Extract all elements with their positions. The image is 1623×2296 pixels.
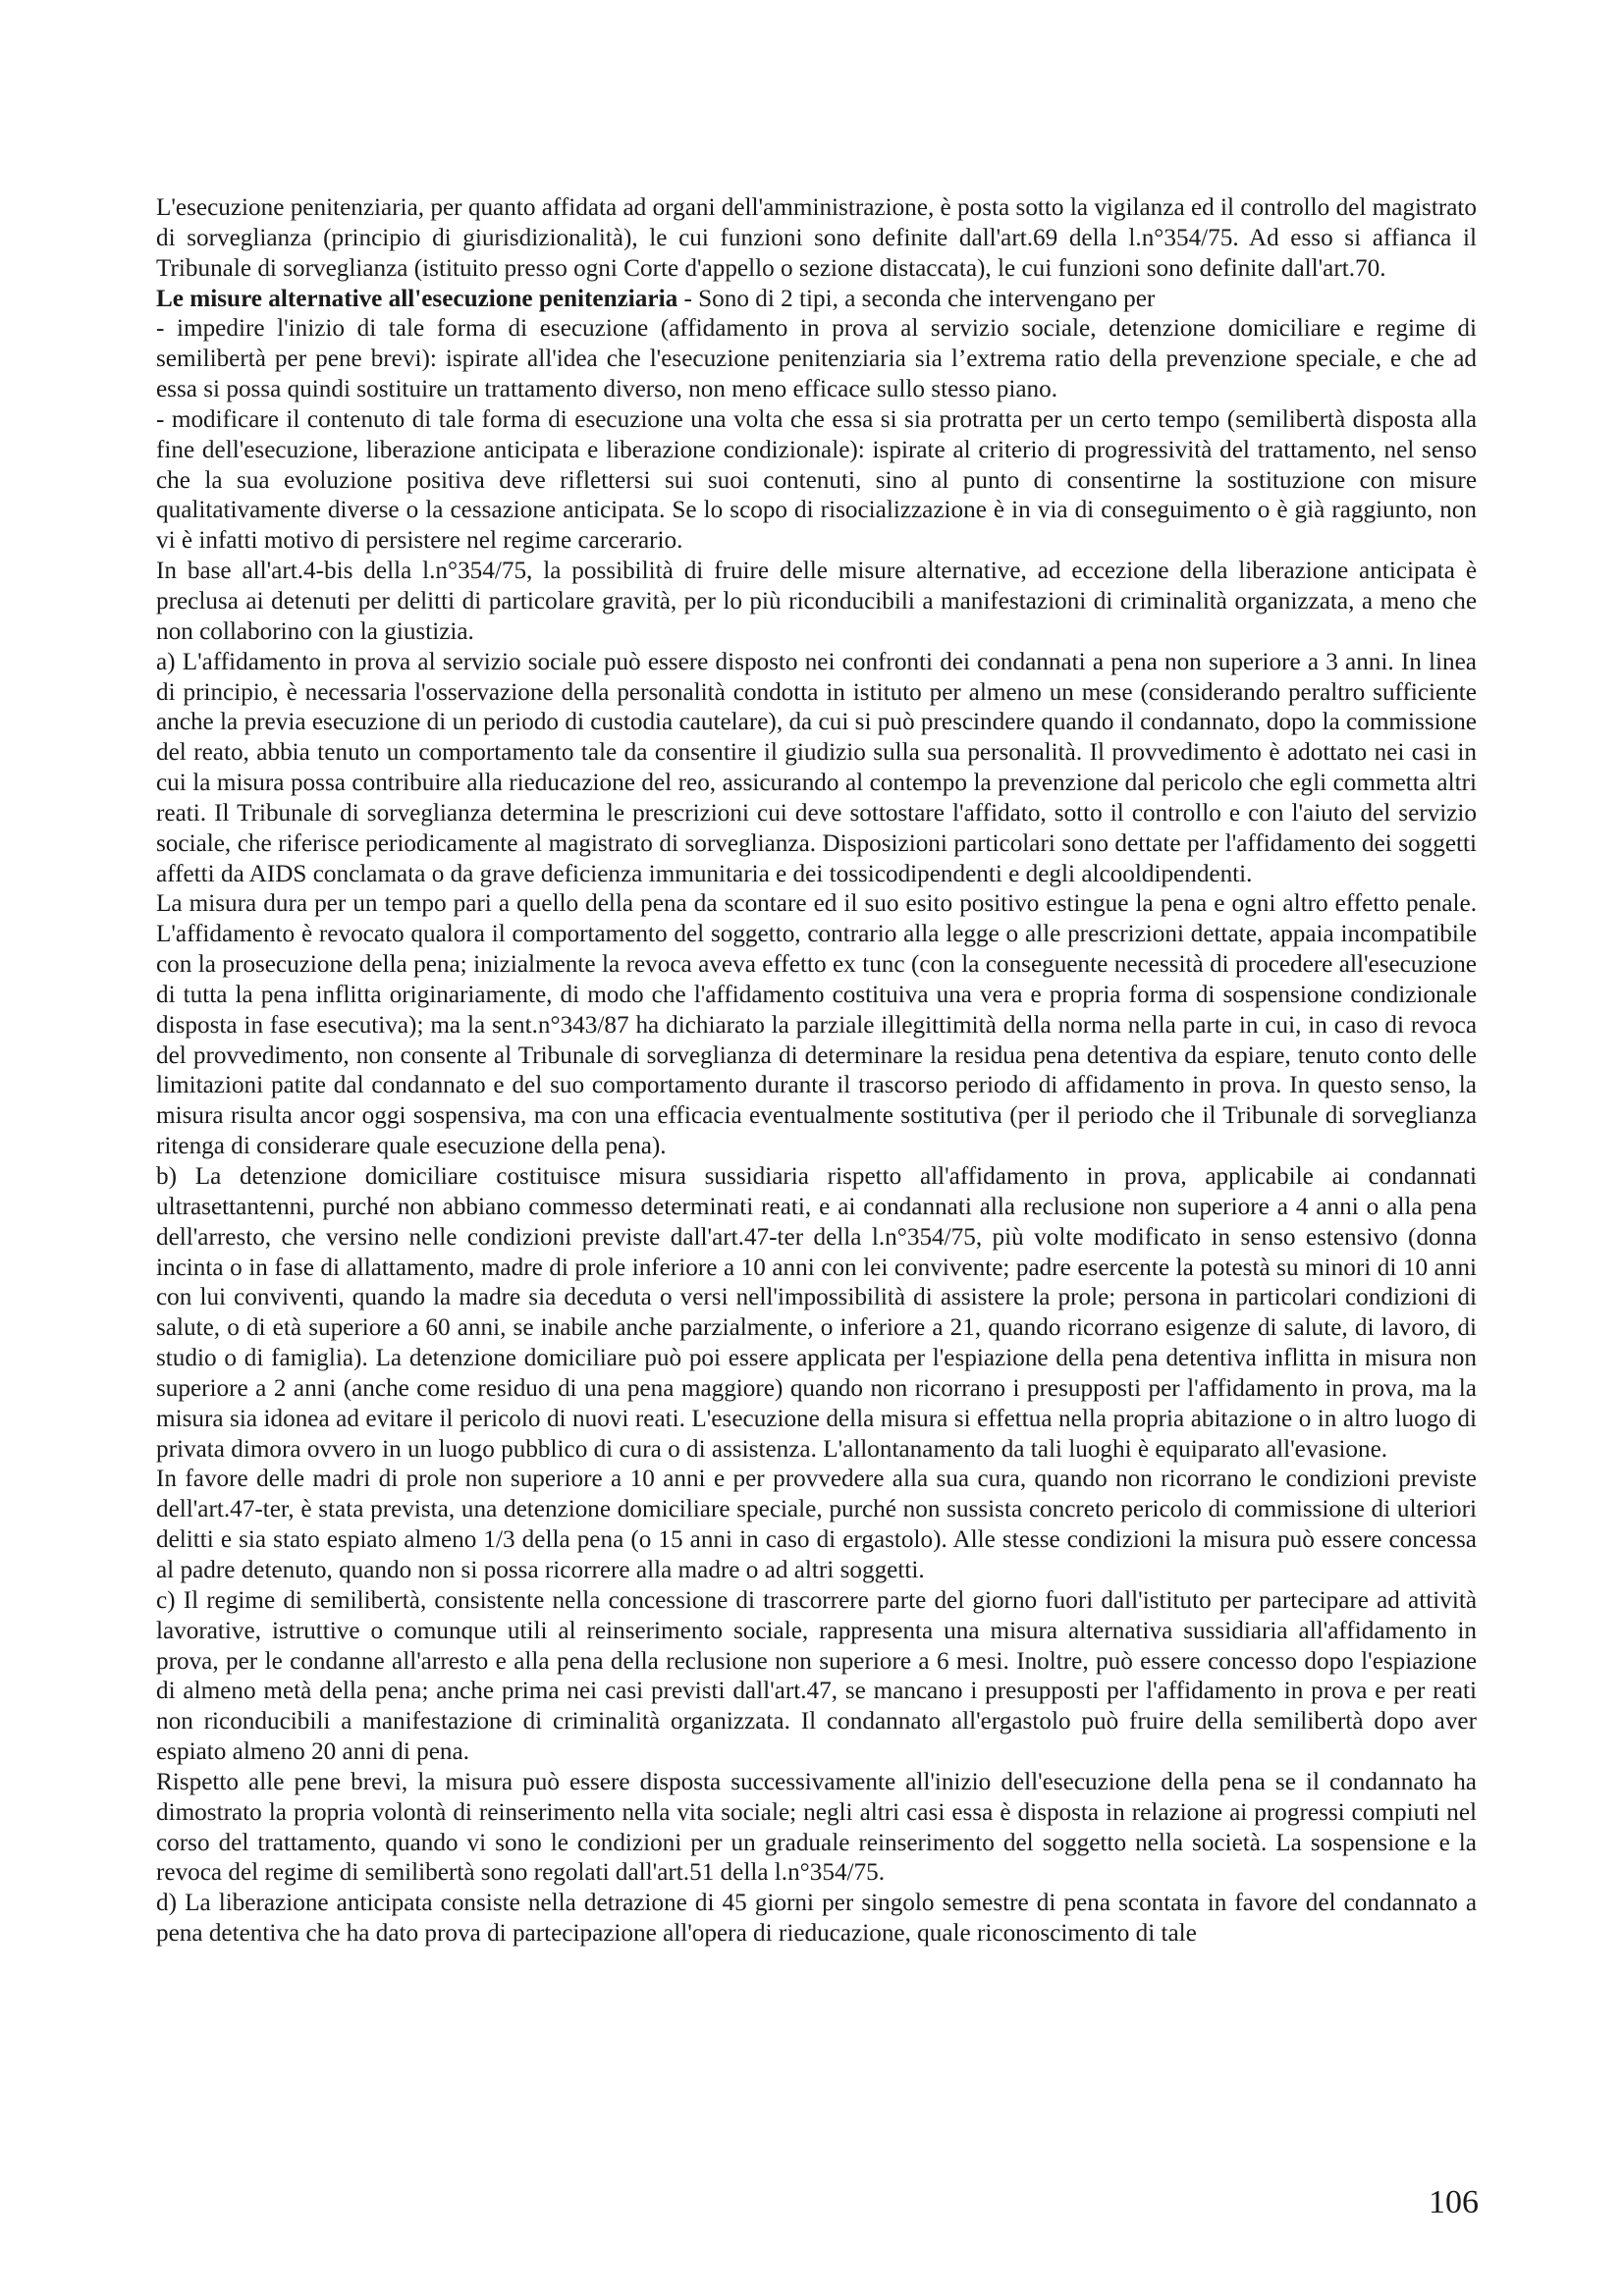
paragraph-art-4-bis: In base all'art.4-bis della l.n°354/75, la possibilità di fruire delle misure alternative, ad eccezione della liberazione anticipata è preclusa ai detenuti per delitti di particolare gravità, per lo più riconducibili a manifestazioni di criminalità organizzata, a meno che non collaborino con la giustizia.: [156, 558, 1477, 645]
paragraph-modificare: - modificare il contenuto di tale forma di esecuzione una volta che essa si sia protratta per un certo tempo (semilibertà disposta alla fine dell'esecuzione, liberazione anticipata e liberazione condizionale): ispirate al criterio di progressività del trattamento, nel senso che la sua evoluzione positiva deve riflettersi sui suoi contenuti, sino al punto di consentirne la sostituzione con misure qualitativamente diverse o la cessazione anticipata. Se lo scopo di risocializzazione è in via di conseguimento o è già raggiunto, non vi è infatti motivo di persistere nel regime carcerario.: [156, 405, 1477, 555]
page-number: 106: [1429, 2184, 1479, 2220]
paragraph-detenzione-domiciliare: b) La detenzione domiciliare costituisce misura sussidiaria rispetto all'affidamento in prova, applicabile ai condannati ultrasettantenni, purché non abbiano commesso determinati reati, e ai condannati alla reclusione non superiore a 4 anni o alla pena dell'arresto, che versino nelle condizioni previste dall'art.47-ter della l.n°354/75, più volte modificato in senso estensivo (donna incinta o in fase di allattamento, madre di prole inferiore a 10 anni con lei convivente; padre esercente la potestà su minori di 10 anni con lui conviventi, quando la madre sia deceduta o versi nell'impossibilità di assistere la prole; persona in particolari condizioni di salute, o di età superiore a 60 anni, se inabile anche parzialmente, o inferiore a 21, quando ricorrano esigenze di salute, di lavoro, di studio o di famiglia). La detenzione domiciliare può poi essere applicata per l'espiazione della pena detentiva inflitta in misura non superiore a 2 anni (anche come residuo di una pena maggiore) quando non ricorrano i presupposti per l'affidamento in prova, ma la misura sia idonea ad evitare il pericolo di nuovi reati. L'esecuzione della misura si effettua nella propria abitazione o in altro luogo di privata dimora ovvero in un luogo pubblico di cura o di assistenza. L'allontanamento da tali luoghi è equiparato all'evasione.: [156, 1163, 1477, 1463]
section-heading-misure-alternative: [156, 285, 1477, 315]
paragraph-liberazione-anticipata: d) La liberazione anticipata consiste nella detrazione di 45 giorni per singolo semestre di pena scontata in favore del condannato a pena detentiva che ha dato prova di partecipazione all'opera di rieducazione, quale riconoscimento di tale: [156, 1890, 1477, 1948]
paragraph-madri-di-prole: In favore delle madri di prole non superiore a 10 anni e per provvedere alla sua cura, quando non ricorrano le condizioni previste dell'art.47-ter, è stata prevista, una detenzione domiciliare speciale, purché non sussista concreto pericolo di commissione di ulteriori delitti e sia stato espiato almeno 1/3 della pena (o 15 anni in caso di ergastolo). Alle stesse condizioni la misura può essere concessa al padre detenuto, quando non si possa ricorrere alla madre o ad altri soggetti.: [156, 1466, 1477, 1583]
heading-bold-text: Le misure alternative all'esecuzione penitenziaria: [156, 285, 678, 312]
paragraph-pene-brevi: Rispetto alle pene brevi, la misura può essere disposta successivamente all'inizio dell'esecuzione della pena se il condannato ha dimostrato la propria volontà di reinserimento nella vita sociale; negli altri casi essa è disposta in relazione ai progressi compiuti nel corso del trattamento, quando vi sono le condizioni per un graduale reinserimento del soggetto nella società. La sospensione e la revoca del regime di semilibertà sono regolati dall'art.51 della l.n°354/75.: [156, 1768, 1477, 1887]
page-body: [156, 193, 1477, 1949]
heading-rest-text: - Sono di 2 tipi, a seconda che intervengano per: [677, 285, 1156, 312]
paragraph-durata-misura: La misura dura per un tempo pari a quello della pena da scontare ed il suo esito positivo estingue la pena e ogni altro effetto penale. L'affidamento è revocato qualora il comportamento del soggetto, contrario alla legge o alle prescrizioni dettate, appaia incompatibile con la prosecuzione della pena; inizialmente la revoca aveva effetto ex tunc (con la conseguente necessità di procedere all'esecuzione di tutta la pena inflitta originariamente, di modo che l'affidamento costituiva una vera e propria forma di sospensione condizionale disposta in fase esecutiva); ma la sent.n°343/87 ha dichiarato la parziale illegittimità della norma nella parte in cui, in caso di revoca del provvedimento, non consente al Tribunale di sorveglianza di determinare la residua pena detentiva da espiare, tenuto conto delle limitazioni patite dal condannato e del suo comportamento durante il trascorso periodo di affidamento in prova. In questo senso, la misura risulta ancor oggi sospensiva, ma con una efficacia eventualmente sostitutiva (per il periodo che il Tribunale di sorveglianza ritenga di considerare quale esecuzione della pena).: [156, 890, 1477, 1160]
paragraph-affidamento-in-prova: a) L'affidamento in prova al servizio sociale può essere disposto nei confronti dei condannati a pena non superiore a 3 anni. In linea di principio, è necessaria l'osservazione della personalità condotta in istituto per almeno un mese (considerando peraltro sufficiente anche la previa esecuzione di un periodo di custodia cautelare), da cui si può prescindere quando il condannato, dopo la commissione del reato, abbia tenuto un comportamento tale da consentire il giudizio sulla sua personalità. Il provvedimento è adottato nei casi in cui la misura possa contribuire alla rieducazione del reo, assicurando al contempo la prevenzione dal pericolo che egli commetta altri reati. Il Tribunale di sorveglianza determina le prescrizioni cui deve sottostare l'affidato, sotto il controllo e con l'aiuto del servizio sociale, che riferisce periodicamente al magistrato di sorveglianza. Disposizioni particolari sono dettate per l'affidamento dei soggetti affetti da AIDS conclamata o da grave deficienza immunitaria e dei tossicodipendenti e degli alcooldipendenti.: [156, 648, 1477, 887]
paragraph-semiliberta: c) Il regime di semilibertà, consistente nella concessione di trascorrere parte del giorno fuori dall'istituto per partecipare ad attività lavorative, istruttive o comunque utili al reinserimento sociale, rappresenta una misura alternativa sussidiaria all'affidamento in prova, per le condanne all'arresto e alla pena della reclusione non superiore a 6 mesi. Inoltre, può essere concesso dopo l'espiazione di almeno metà della pena; anche prima nei casi previsti dall'art.47, se mancano i presupposti per l'affidamento in prova e per reati non riconducibili a manifestazione di criminalità organizzata. Il condannato all'ergastolo può fruire della semilibertà dopo aver espiato almeno 20 anni di pena.: [156, 1586, 1477, 1766]
paragraph-impedire: - impedire l'inizio di tale forma di esecuzione (affidamento in prova al servizio sociale, detenzione domiciliare e regime di semilibertà per pene brevi): ispirate all'idea che l'esecuzione penitenziaria sia l’extrema ratio della prevenzione speciale, e che ad essa si possa quindi sostituire un trattamento diverso, non meno efficace sullo stesso piano.: [156, 315, 1477, 403]
paragraph-vigilanza: L'esecuzione penitenziaria, per quanto affidata ad organi dell'amministrazione, è posta sotto la vigilanza ed il controllo del magistrato di sorveglianza (principio di giurisdizionalità), le cui funzioni sono definite dall'art.69 della l.n°354/75. Ad esso si affianca il Tribunale di sorveglianza (istituito presso ogni Corte d'appello o sezione distaccata), le cui funzioni sono definite dall'art.70.: [156, 194, 1477, 282]
